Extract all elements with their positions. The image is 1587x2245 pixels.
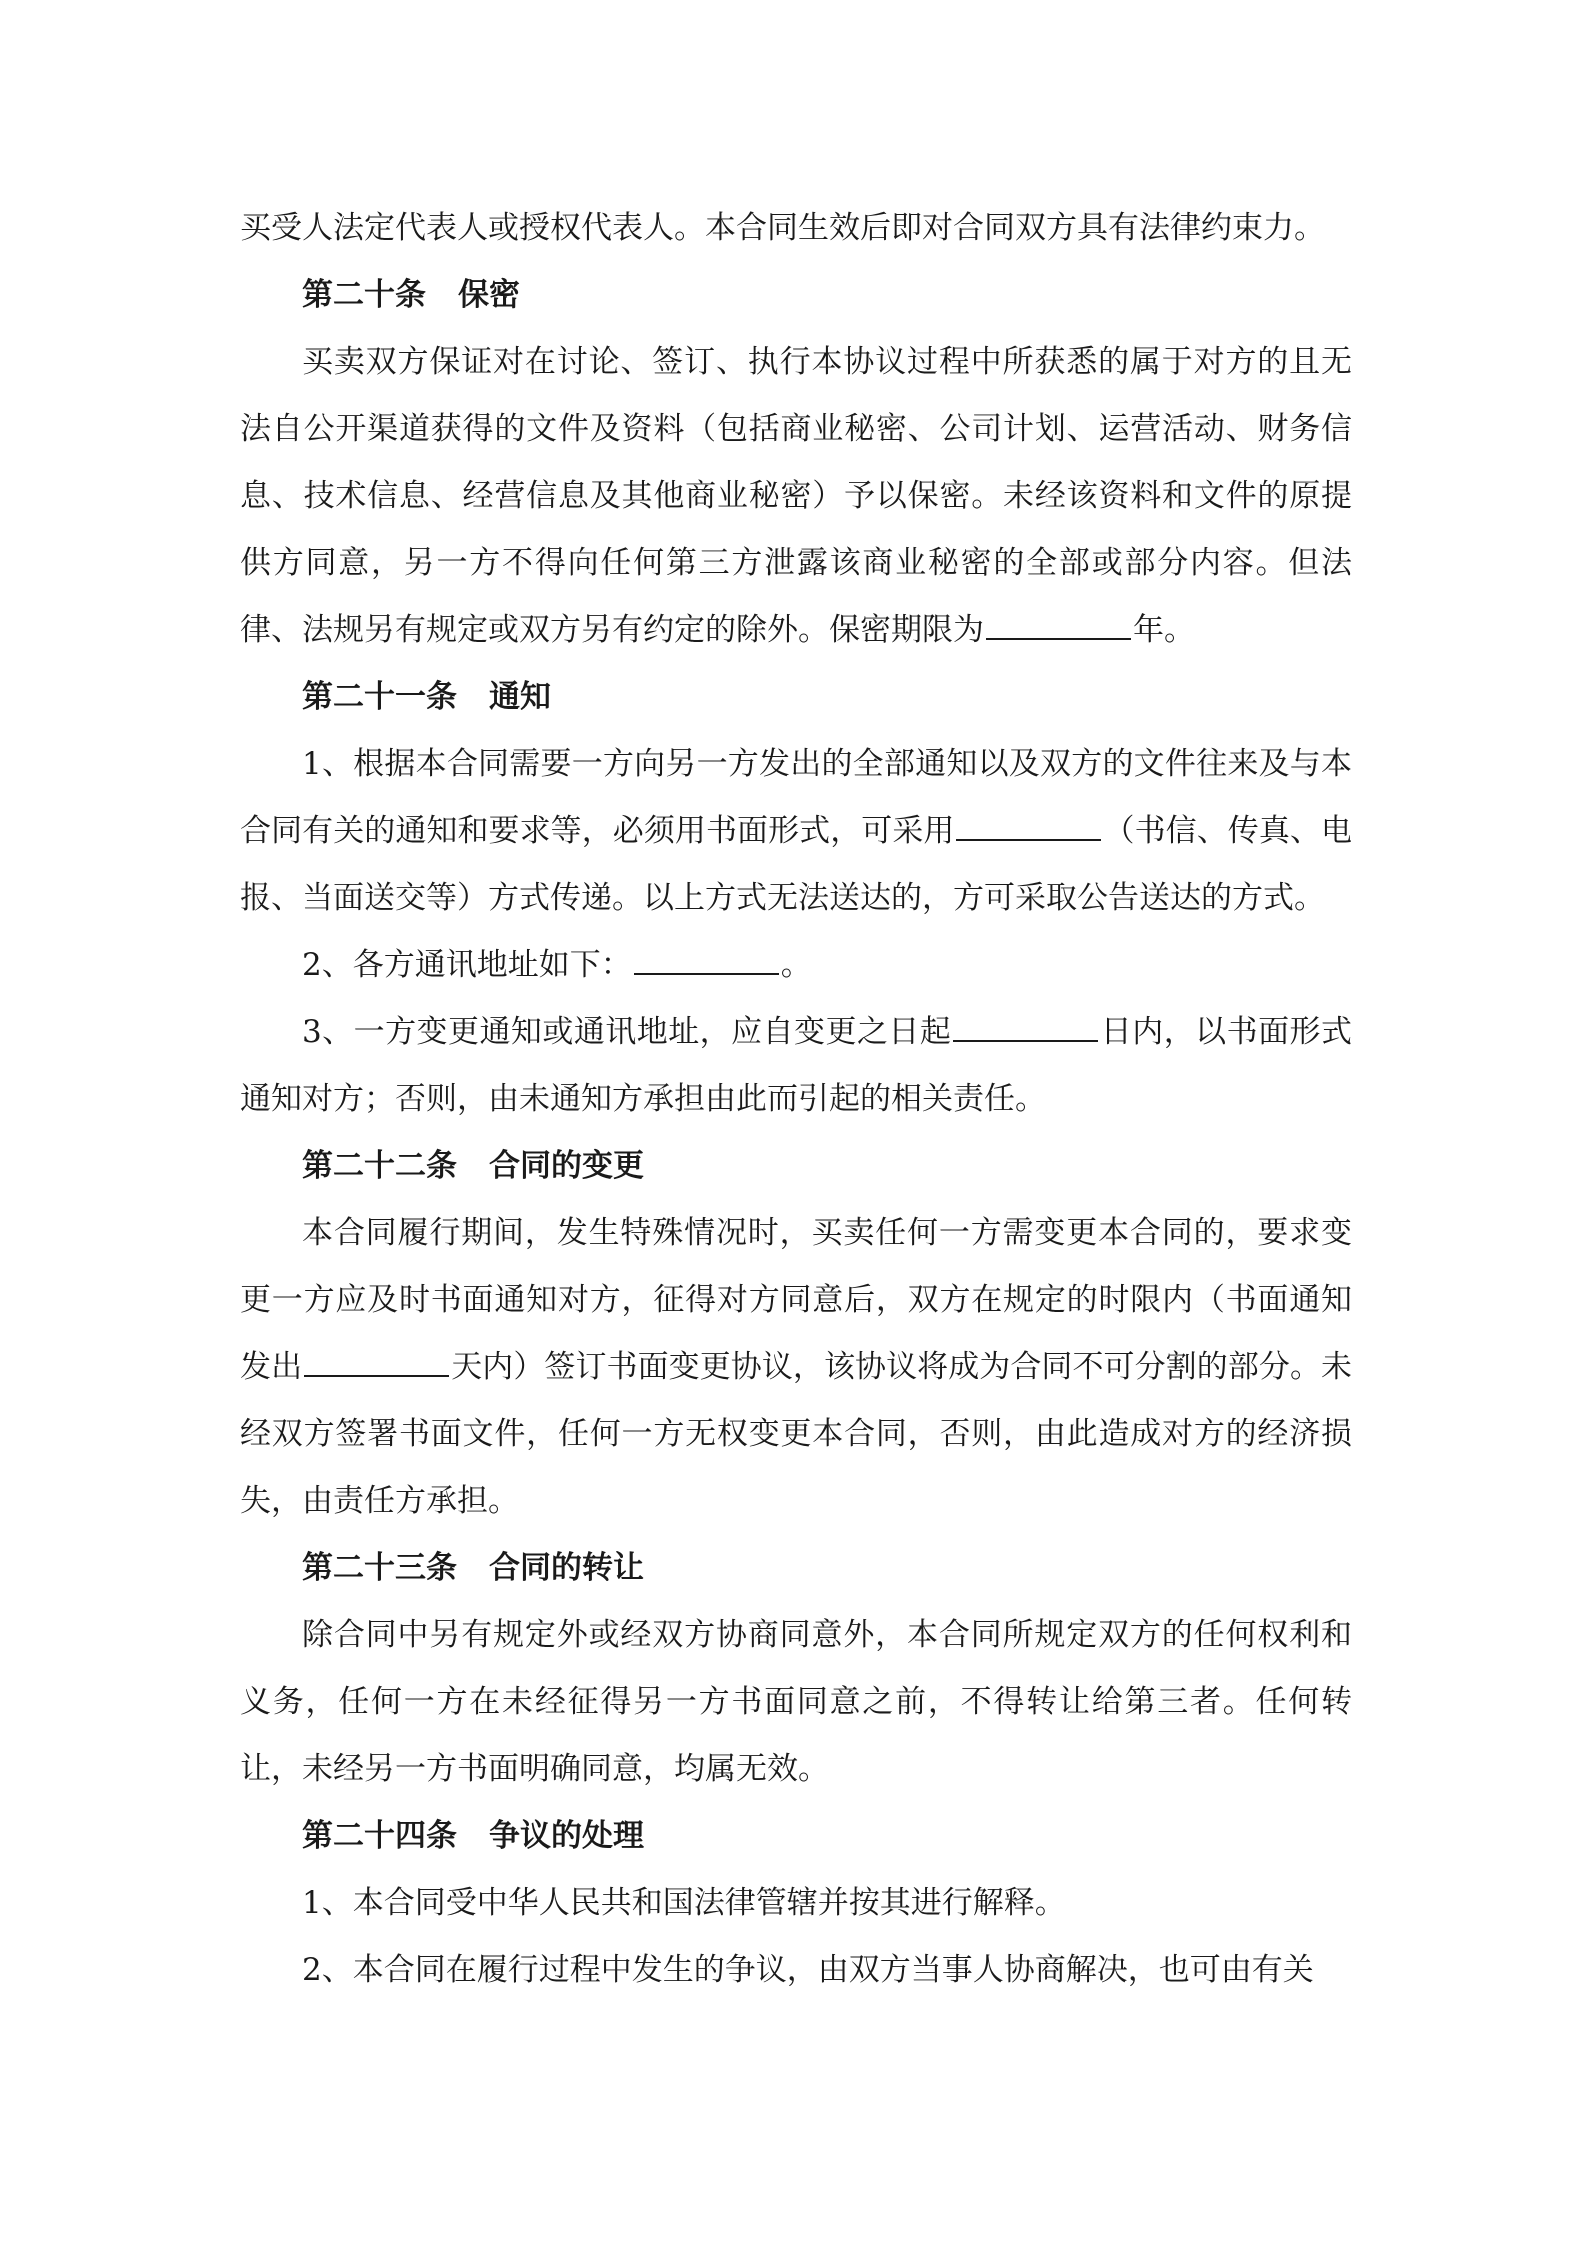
article-title: 通知 [489, 679, 551, 715]
document-body [240, 195, 1352, 2004]
article-number: 第二十条 [302, 277, 426, 313]
article-number: 第二十四条 [302, 1818, 457, 1854]
article-number: 第二十三条 [302, 1550, 457, 1586]
article-20-heading [240, 262, 1352, 329]
article-20-paragraph: 买卖双方保证对在讨论、签订、执行本协议过程中所获悉的属于对方的且无法自公开渠道获得的文件及资料（包括商业秘密、公司计划、运营活动、财务信息、技术信息、经营信息及其他商业秘密）予以保密。未经该资料和文件的原提供方同意，另一方不得向任何第三方泄露该商业秘密的全部或部分内容。但法律、法规另有规定或双方另有约定的除外。保密期限为 年。 [240, 344, 1352, 648]
fill-in-blank[interactable] [634, 947, 779, 975]
article-21-item-2: 2、各方通讯地址如下： 。 [302, 947, 812, 983]
article-24-item-1: 1、本合同受中华人民共和国法律管辖并按其进行解释。 [302, 1885, 1066, 1921]
fill-in-blank[interactable] [953, 1014, 1098, 1042]
article-number: 第二十二条 [302, 1148, 457, 1184]
article-21-heading [240, 664, 1352, 731]
article-23-paragraph: 除合同中另有规定外或经双方协商同意外，本合同所规定双方的任何权利和义务，任何一方在未经征得另一方书面同意之前，不得转让给第三者。任何转让，未经另一方书面明确同意，均属无效。 [240, 1617, 1352, 1787]
fill-in-blank[interactable] [304, 1349, 449, 1377]
fill-in-blank[interactable] [986, 612, 1131, 640]
article-23-heading [240, 1535, 1352, 1602]
article-22-heading [240, 1133, 1352, 1200]
article-title: 合同的变更 [489, 1148, 644, 1184]
article-21-item-3: 3、一方变更通知或通讯地址，应自变更之日起 日内，以书面形式通知对方；否则，由未通知方承担由此而引起的相关责任。 [240, 1014, 1352, 1117]
article-number: 第二十一条 [302, 679, 457, 715]
article-title: 保密 [458, 277, 520, 313]
article-24-item-2: 2、本合同在履行过程中发生的争议，由双方当事人协商解决，也可由有关 [302, 1952, 1314, 1988]
paragraph-continuation: 买受人法定代表人或授权代表人。本合同生效后即对合同双方具有法律约束力。 [240, 210, 1325, 246]
fill-in-blank[interactable] [956, 813, 1101, 841]
article-title: 合同的转让 [489, 1550, 644, 1586]
article-22-paragraph: 本合同履行期间，发生特殊情况时，买卖任何一方需变更本合同的，要求变更一方应及时书面通知对方，征得对方同意后，双方在规定的时限内（书面通知发出 天内）签订书面变更协议，该协议将成为合同不可分割的部分。未经双方签署书面文件，任何一方无权变更本合同，否则，由此造成对方的经济损失，由责任方承担。 [240, 1215, 1353, 1519]
article-24-heading [240, 1803, 1352, 1870]
article-21-item-1: 1、根据本合同需要一方向另一方发出的全部通知以及双方的文件往来及与本合同有关的通知和要求等，必须用书面形式，可采用 （书信、传真、电报、当面送交等）方式传递。以上方式无法送达的，方可采取公告送达的方式。 [240, 746, 1352, 916]
article-title: 争议的处理 [489, 1818, 644, 1854]
